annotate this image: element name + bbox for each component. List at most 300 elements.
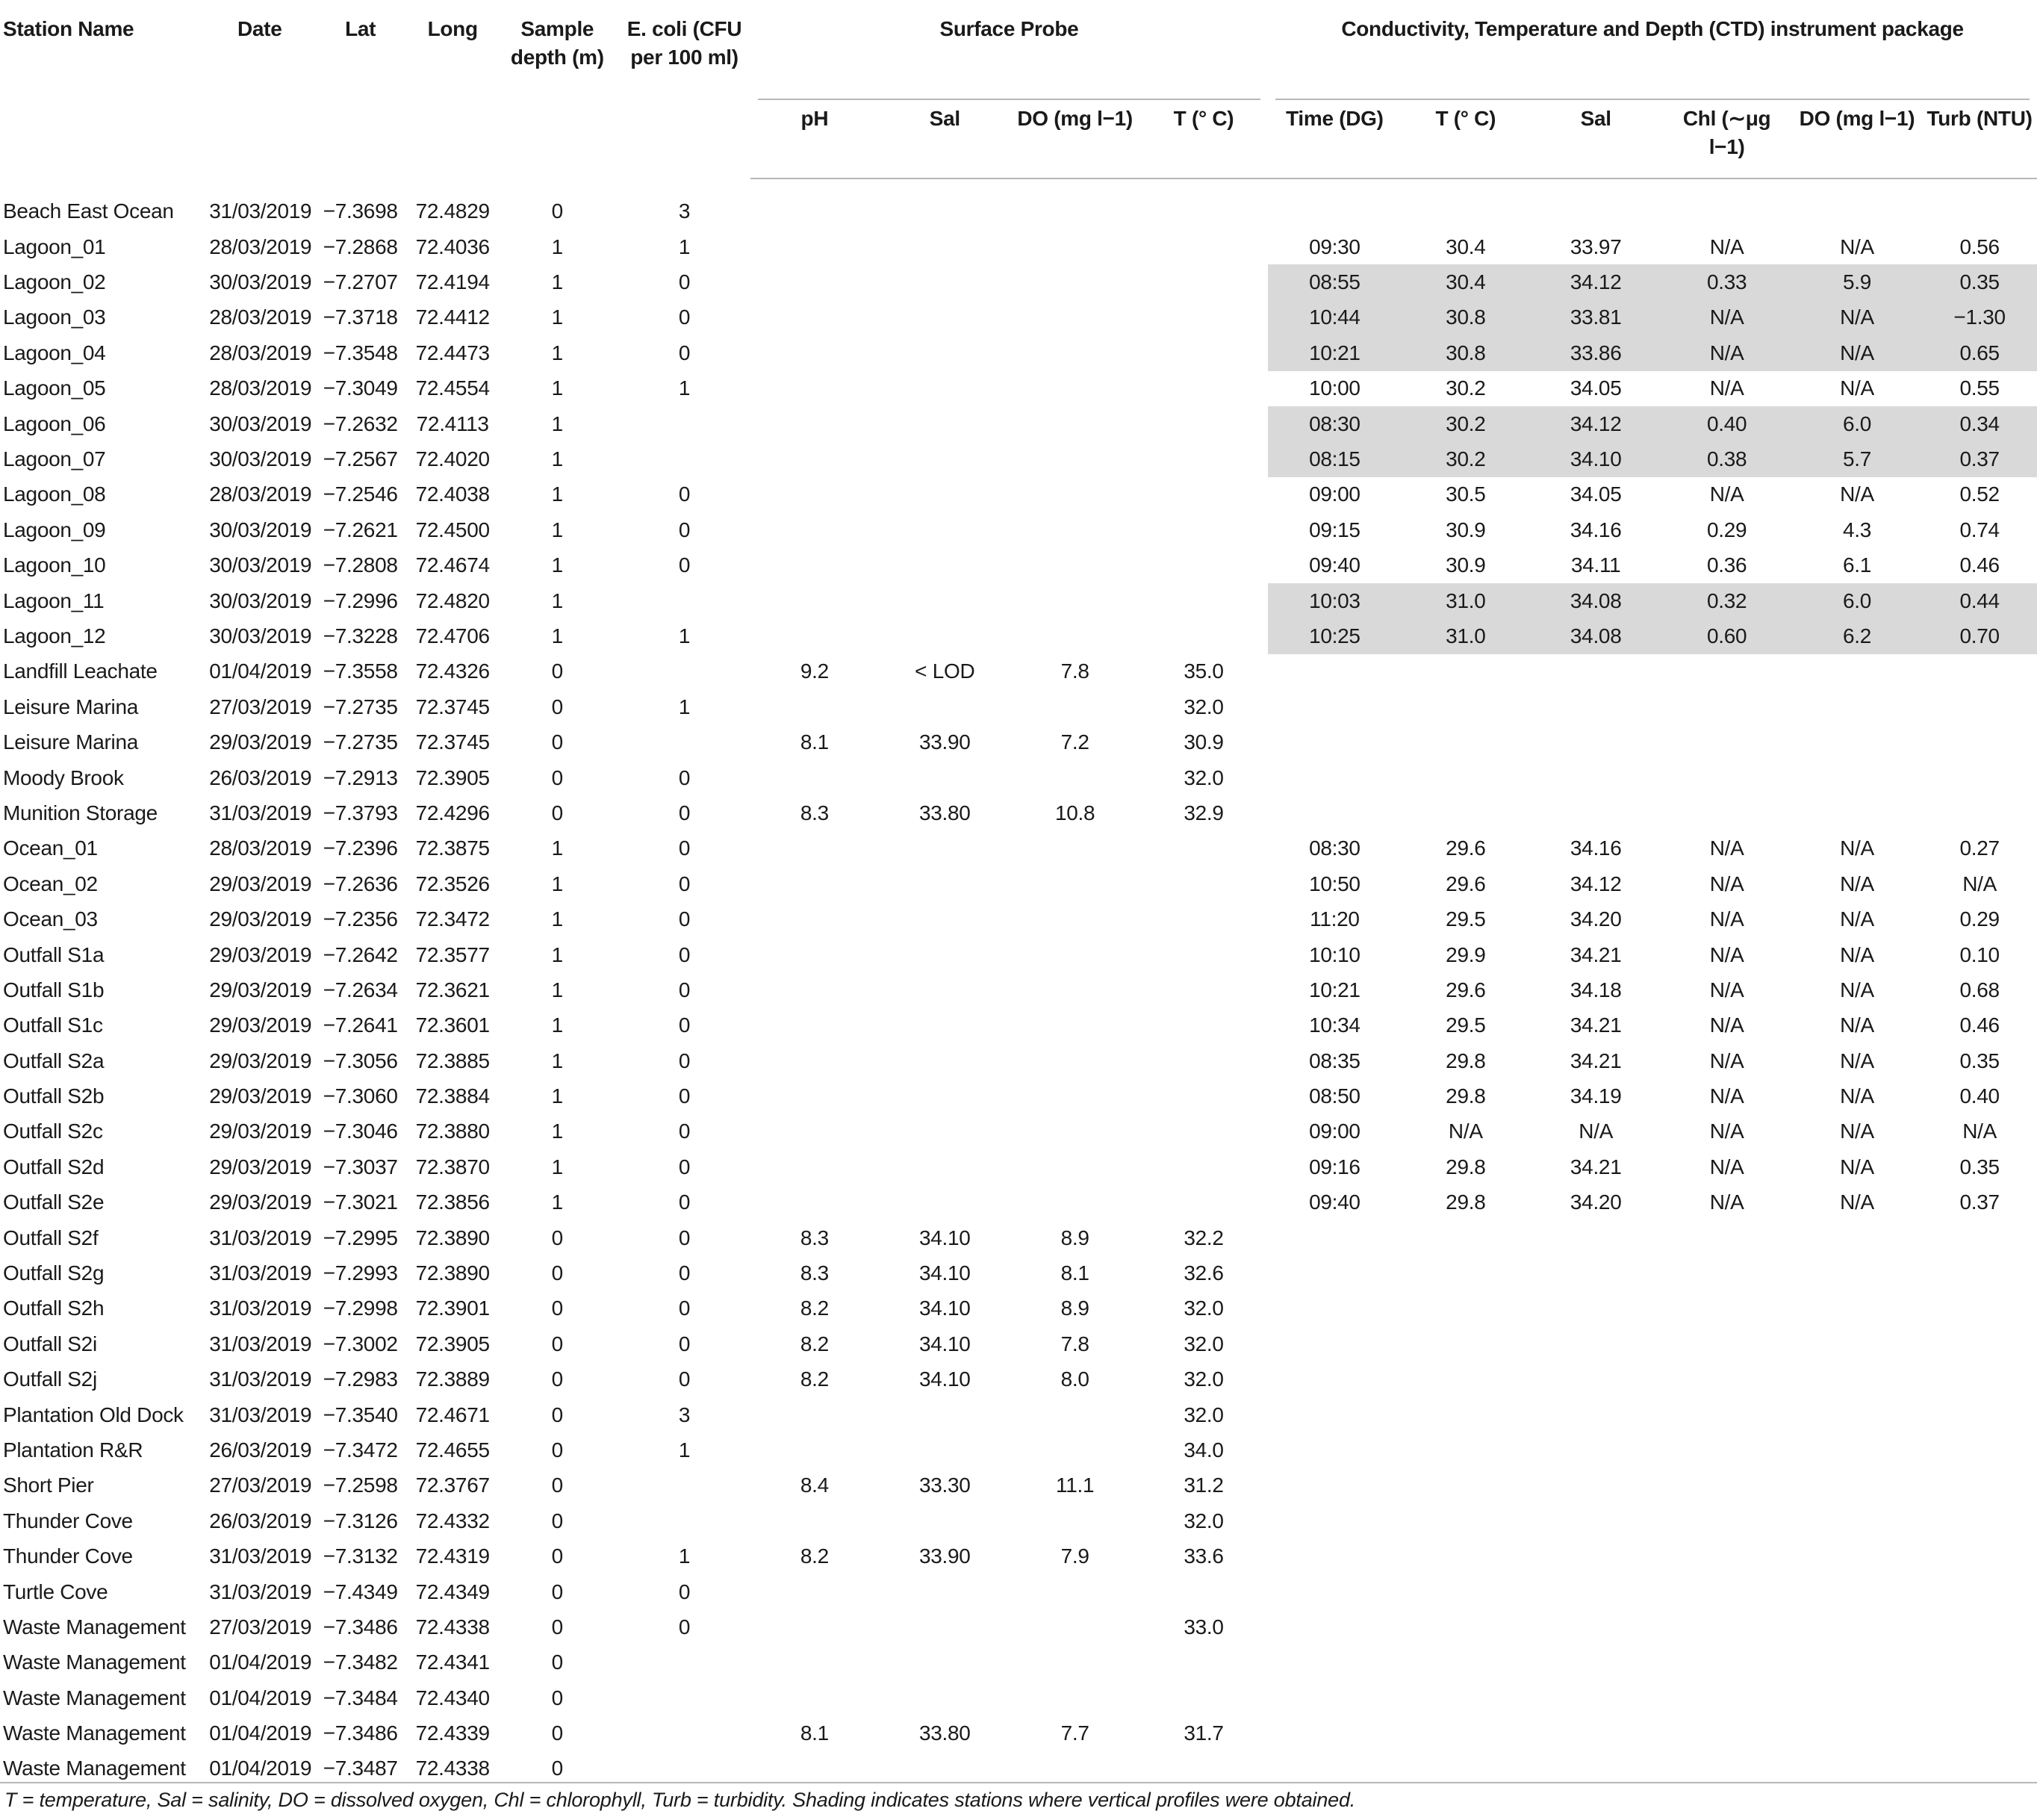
cell-ctd-time	[1268, 1432, 1402, 1468]
cell-ecoli	[618, 1468, 750, 1503]
cell-ctd-sal: 34.21	[1570, 942, 1622, 966]
cell-date: 29/03/2019	[209, 1119, 312, 1143]
header-ctd-temp: T (° C)	[1402, 100, 1530, 178]
cell-ecoli: 0	[678, 872, 691, 895]
cell-ctd-sal	[1530, 1538, 1661, 1574]
cell-ctd-time	[1268, 1538, 1402, 1574]
cell-station-name: Waste Management	[3, 1686, 186, 1709]
cell-sp-do	[1011, 689, 1139, 724]
cell-ctd-turb: 0.34	[1922, 406, 2037, 441]
cell-ctd-chl	[1661, 1645, 1791, 1680]
cell-sp-ph	[750, 1503, 879, 1538]
cell-sample-depth: 0	[551, 1438, 563, 1462]
cell-ctd-temp	[1402, 1468, 1530, 1503]
cell-ctd-sal	[1530, 1326, 1661, 1361]
cell-sp-temp	[1139, 937, 1268, 972]
cell-sp-do	[1011, 760, 1139, 795]
cell-ctd-do	[1792, 760, 1922, 795]
cell-ecoli: 0	[678, 801, 691, 824]
table-row	[0, 760, 2037, 795]
cell-sp-do	[1011, 1008, 1139, 1043]
cell-ctd-sal	[1530, 1715, 1661, 1751]
cell-ctd-chl: N/A	[1709, 1084, 1744, 1108]
table-row	[0, 1715, 2037, 1751]
cell-sp-temp	[1139, 264, 1268, 299]
cell-sp-do: 8.9	[1060, 1296, 1089, 1320]
cell-station-name: Leisure Marina	[3, 730, 138, 754]
cell-ctd-temp: 29.6	[1446, 836, 1486, 860]
cell-sp-sal	[879, 548, 1010, 583]
cell-ctd-sal	[1530, 1220, 1661, 1255]
cell-sp-ph	[750, 689, 879, 724]
cell-ctd-time: 10:00	[1309, 376, 1360, 400]
table-row	[0, 937, 2037, 972]
cell-sample-depth: 1	[551, 376, 563, 400]
cell-ctd-do: N/A	[1792, 335, 1922, 370]
cell-sp-do	[1011, 618, 1139, 653]
cell-lat: −7.2993	[323, 1261, 398, 1285]
cell-long: 72.4338	[415, 1615, 490, 1639]
cell-sp-do: 11.1	[1056, 1473, 1095, 1497]
header-date: Date	[237, 17, 282, 40]
cell-station-name: Lagoon_04	[3, 341, 106, 364]
cell-ecoli: 0	[678, 1190, 691, 1214]
cell-sp-ph: 8.2	[800, 1332, 829, 1355]
cell-ctd-turb	[1922, 1645, 2037, 1680]
cell-sp-sal: 34.10	[919, 1226, 971, 1249]
cell-ctd-do: 6.0	[1792, 406, 1922, 441]
cell-long: 72.4706	[415, 624, 490, 647]
cell-ctd-do	[1792, 178, 1922, 229]
table-row	[0, 1680, 2037, 1715]
cell-ctd-temp: 30.2	[1402, 406, 1530, 441]
cell-sample-depth: 1	[551, 553, 563, 577]
table-row	[0, 1220, 2037, 1255]
cell-sp-sal: 34.10	[919, 1261, 971, 1285]
cell-ctd-sal: 33.81	[1530, 300, 1661, 335]
cell-ctd-do: N/A	[1840, 1013, 1874, 1037]
table-row	[0, 1538, 2037, 1574]
cell-sp-ph	[750, 901, 879, 937]
cell-ecoli: 0	[678, 341, 691, 364]
cell-ctd-temp: 31.0	[1402, 618, 1530, 653]
header-sp-sal: Sal	[879, 100, 1010, 178]
cell-station-name: Waste Management	[3, 1615, 186, 1639]
cell-long: 72.4339	[415, 1721, 490, 1745]
cell-ctd-sal	[1530, 760, 1661, 795]
cell-station-name: Outfall S2j	[3, 1367, 97, 1391]
cell-ctd-sal: 34.08	[1530, 618, 1661, 653]
cell-ctd-time: 08:35	[1309, 1049, 1360, 1072]
cell-sp-ph: 8.3	[800, 1261, 829, 1285]
cell-date: 26/03/2019	[209, 765, 312, 789]
cell-sample-depth: 1	[551, 270, 563, 294]
cell-sp-ph	[750, 1609, 879, 1644]
cell-sample-depth: 0	[551, 1332, 563, 1355]
cell-sp-ph	[750, 1185, 879, 1220]
cell-ecoli: 1	[678, 1544, 691, 1568]
cell-sp-ph	[750, 618, 879, 653]
table-row	[0, 406, 2037, 441]
cell-sp-sal	[879, 760, 1010, 795]
cell-ctd-do: N/A	[1840, 235, 1874, 258]
cell-lat: −7.2995	[323, 1226, 398, 1249]
cell-sp-temp: 31.2	[1184, 1473, 1224, 1497]
cell-ctd-time: 10:21	[1309, 978, 1360, 1001]
table-row	[0, 1078, 2037, 1114]
cell-long: 72.4020	[415, 447, 490, 471]
cell-ecoli: 0	[678, 518, 691, 541]
cell-ecoli: 0	[678, 765, 691, 789]
cell-sp-ph	[750, 178, 879, 229]
cell-ctd-time	[1268, 724, 1402, 760]
cell-ctd-time: 09:00	[1309, 1119, 1360, 1143]
cell-sp-sal	[879, 1185, 1010, 1220]
cell-long: 72.3472	[415, 907, 490, 931]
cell-date: 01/04/2019	[209, 1686, 312, 1709]
cell-ctd-turb: 0.74	[1959, 518, 2000, 541]
cell-ctd-turb	[1922, 1397, 2037, 1432]
cell-ecoli: 3	[678, 199, 691, 223]
cell-station-name: Leisure Marina	[3, 695, 138, 718]
cell-ctd-sal: 34.20	[1570, 1190, 1622, 1214]
cell-ctd-temp	[1402, 1255, 1530, 1291]
cell-ctd-time	[1268, 1397, 1402, 1432]
cell-ctd-sal	[1530, 689, 1661, 724]
table-row	[0, 1008, 2037, 1043]
cell-long: 72.3875	[415, 836, 490, 860]
cell-sp-ph	[750, 583, 879, 618]
cell-ctd-chl: N/A	[1709, 907, 1744, 931]
cell-sp-ph	[750, 441, 879, 476]
cell-ctd-turb	[1922, 689, 2037, 724]
table-row	[0, 1397, 2037, 1432]
table-row	[0, 1149, 2037, 1184]
cell-ctd-temp	[1402, 1538, 1530, 1574]
cell-ecoli: 1	[678, 376, 691, 400]
cell-ctd-turb: N/A	[1962, 1119, 1997, 1143]
cell-ctd-sal: 34.21	[1570, 1155, 1622, 1178]
cell-sample-depth: 1	[551, 836, 563, 860]
cell-sp-do	[1011, 1609, 1139, 1644]
cell-sp-do	[1011, 866, 1139, 901]
cell-sp-temp: 32.0	[1184, 695, 1224, 718]
cell-sp-ph	[750, 1432, 879, 1468]
cell-ctd-chl	[1661, 1255, 1791, 1291]
cell-long: 72.4338	[415, 1757, 490, 1780]
cell-sp-do	[1011, 901, 1139, 937]
cell-lat: −7.2567	[323, 447, 398, 471]
cell-ctd-temp	[1402, 1220, 1530, 1255]
cell-date: 28/03/2019	[209, 341, 312, 364]
cell-ctd-sal	[1530, 654, 1661, 689]
cell-ctd-do: N/A	[1840, 942, 1874, 966]
table-row	[0, 583, 2037, 618]
cell-sp-sal: 33.90	[919, 730, 971, 754]
cell-sp-temp	[1139, 1680, 1268, 1715]
cell-sp-do	[1011, 178, 1139, 229]
cell-sample-depth: 0	[551, 1757, 563, 1780]
cell-sp-do	[1011, 371, 1139, 406]
cell-sp-ph	[750, 477, 879, 512]
cell-sample-depth: 0	[551, 1226, 563, 1249]
cell-sp-temp: 31.7	[1184, 1721, 1224, 1745]
cell-lat: −7.3472	[323, 1438, 398, 1462]
cell-date: 29/03/2019	[209, 1155, 312, 1178]
cell-ctd-sal: 34.18	[1570, 978, 1622, 1001]
cell-sp-do: 8.0	[1060, 1367, 1089, 1391]
cell-ctd-time: 09:40	[1309, 553, 1360, 577]
cell-ctd-turb	[1922, 1468, 2037, 1503]
cell-ctd-do: N/A	[1840, 1119, 1874, 1143]
cell-lat: −7.4349	[323, 1580, 398, 1603]
cell-sample-depth: 0	[551, 1473, 563, 1497]
cell-date: 01/04/2019	[209, 659, 312, 683]
cell-station-name: Waste Management	[3, 1757, 186, 1780]
cell-lat: −7.2621	[323, 518, 398, 541]
cell-ctd-chl: 0.33	[1661, 264, 1791, 299]
cell-long: 72.3884	[415, 1084, 490, 1108]
cell-sp-temp: 30.9	[1184, 730, 1224, 754]
table-row	[0, 300, 2037, 335]
cell-sp-do	[1011, 1149, 1139, 1184]
cell-long: 72.4036	[415, 235, 490, 258]
cell-date: 28/03/2019	[209, 482, 312, 506]
cell-ctd-temp	[1402, 178, 1530, 229]
cell-station-name: Outfall S1a	[3, 942, 105, 966]
cell-ctd-temp	[1402, 1326, 1530, 1361]
cell-ctd-temp: 30.9	[1446, 553, 1486, 577]
header-sp-temp: T (° C)	[1139, 100, 1268, 178]
cell-ecoli	[618, 1680, 750, 1715]
table-footnote: T = temperature, Sal = salinity, DO = dissolved oxygen, Chl = chlorophyll, Turb = turbidity. Shading indicates stations where vertical profiles were obtained.	[4, 1789, 1356, 1811]
cell-long: 72.3856	[415, 1190, 490, 1214]
cell-ctd-time: 08:30	[1309, 836, 1360, 860]
cell-ctd-sal	[1530, 178, 1661, 229]
cell-sample-depth: 1	[551, 411, 563, 435]
cell-sp-ph	[750, 512, 879, 547]
cell-ctd-do: N/A	[1840, 1155, 1874, 1178]
cell-sample-depth: 0	[551, 695, 563, 718]
cell-ctd-temp: 30.4	[1402, 264, 1530, 299]
cell-sp-temp	[1139, 335, 1268, 370]
header-long: Long	[427, 17, 478, 40]
cell-sp-do	[1011, 1078, 1139, 1114]
cell-ctd-do: 4.3	[1842, 518, 1871, 541]
cell-ctd-sal	[1530, 1432, 1661, 1468]
cell-sample-depth: 0	[551, 1650, 563, 1674]
cell-ecoli	[618, 724, 750, 760]
cell-ctd-chl: 0.32	[1661, 583, 1791, 618]
header-sp-do: DO (mg l−1)	[1011, 100, 1139, 178]
table-row	[0, 866, 2037, 901]
table-row	[0, 548, 2037, 583]
header-ctd-sal: Sal	[1530, 100, 1661, 178]
cell-sp-do	[1011, 548, 1139, 583]
cell-ctd-chl: N/A	[1709, 1013, 1744, 1037]
cell-sp-do	[1011, 1432, 1139, 1468]
cell-lat: −7.2636	[323, 872, 398, 895]
cell-long: 72.4829	[415, 199, 490, 223]
cell-ctd-turb	[1922, 1574, 2037, 1609]
cell-sp-do	[1011, 406, 1139, 441]
cell-ctd-sal: 34.21	[1570, 1013, 1622, 1037]
header-surface-probe: Surface Probe	[750, 0, 1268, 100]
cell-ctd-turb	[1922, 724, 2037, 760]
cell-ctd-do: 5.9	[1792, 264, 1922, 299]
cell-ecoli	[618, 1715, 750, 1751]
cell-date: 30/03/2019	[209, 624, 312, 647]
cell-ctd-sal: 34.21	[1570, 1049, 1622, 1072]
cell-sp-sal	[879, 264, 1010, 299]
table-row	[0, 1468, 2037, 1503]
cell-ctd-turb	[1922, 1715, 2037, 1751]
cell-date: 31/03/2019	[209, 1332, 312, 1355]
cell-sp-do: 7.8	[1060, 1332, 1089, 1355]
cell-long: 72.3526	[415, 872, 490, 895]
cell-sp-temp: 32.0	[1184, 1367, 1224, 1391]
cell-sp-sal	[879, 406, 1010, 441]
cell-ctd-chl	[1661, 1609, 1791, 1644]
cell-ecoli: 0	[678, 1296, 691, 1320]
cell-ctd-time	[1268, 1645, 1402, 1680]
cell-sp-temp	[1139, 972, 1268, 1007]
cell-sample-depth: 1	[551, 624, 563, 647]
table-row	[0, 1645, 2037, 1680]
cell-sp-temp	[1139, 618, 1268, 653]
cell-long: 72.3621	[415, 978, 490, 1001]
cell-ctd-turb: 0.52	[1959, 482, 2000, 506]
cell-lat: −7.2642	[323, 942, 398, 966]
cell-ctd-temp	[1402, 1397, 1530, 1432]
cell-station-name: Moody Brook	[3, 765, 124, 789]
cell-ctd-chl	[1661, 1362, 1791, 1397]
cell-lat: −7.2983	[323, 1367, 398, 1391]
cell-ecoli: 0	[678, 1367, 691, 1391]
cell-sp-ph	[750, 1114, 879, 1149]
cell-long: 72.4113	[416, 411, 489, 435]
cell-date: 30/03/2019	[209, 411, 312, 435]
cell-ctd-sal	[1530, 1645, 1661, 1680]
cell-lat: −7.3049	[323, 376, 398, 400]
cell-ctd-temp: 30.9	[1446, 518, 1486, 541]
cell-ctd-time	[1268, 1468, 1402, 1503]
cell-lat: −7.2634	[323, 978, 398, 1001]
cell-ecoli: 0	[678, 942, 691, 966]
cell-sp-temp: 32.0	[1184, 1296, 1224, 1320]
cell-lat: −7.3126	[323, 1509, 398, 1532]
cell-ctd-sal: 34.10	[1530, 441, 1661, 476]
cell-ctd-time	[1268, 1291, 1402, 1326]
cell-sp-ph: 8.1	[800, 1721, 829, 1745]
table-row	[0, 229, 2037, 264]
cell-ecoli	[618, 1645, 750, 1680]
cell-ctd-turb: 0.35	[1959, 1155, 2000, 1178]
cell-ctd-time	[1268, 689, 1402, 724]
cell-ctd-time: 11:20	[1310, 907, 1360, 931]
cell-station-name: Outfall S2a	[3, 1049, 105, 1072]
table-row	[0, 1114, 2037, 1149]
cell-sample-depth: 0	[551, 1686, 563, 1709]
cell-ecoli: 3	[678, 1403, 691, 1426]
header-ctd-turb: Turb (NTU)	[1922, 100, 2037, 178]
cell-sp-do: 7.7	[1060, 1721, 1089, 1745]
cell-sp-do: 7.2	[1060, 730, 1089, 754]
cell-ctd-time	[1268, 178, 1402, 229]
cell-sample-depth: 1	[551, 1119, 563, 1143]
cell-lat: −7.3718	[323, 305, 398, 329]
cell-station-name: Lagoon_03	[3, 305, 106, 329]
cell-station-name: Thunder Cove	[3, 1544, 133, 1568]
cell-ctd-turb	[1922, 1503, 2037, 1538]
cell-ctd-do: 5.7	[1792, 441, 1922, 476]
cell-sample-depth: 1	[551, 1155, 563, 1178]
cell-ctd-do	[1792, 1645, 1922, 1680]
cell-long: 72.4038	[415, 482, 490, 506]
cell-sp-temp	[1139, 1008, 1268, 1043]
cell-sp-sal	[879, 1397, 1010, 1432]
cell-ctd-turb	[1922, 654, 2037, 689]
cell-ecoli: 0	[678, 1155, 691, 1178]
cell-sample-depth: 0	[551, 1367, 563, 1391]
cell-ctd-time	[1268, 1715, 1402, 1751]
cell-station-name: Thunder Cove	[3, 1509, 133, 1532]
cell-ctd-chl	[1661, 1715, 1791, 1751]
cell-sp-do	[1011, 335, 1139, 370]
cell-sp-temp: 33.0	[1184, 1615, 1224, 1639]
cell-station-name: Lagoon_11	[3, 588, 105, 612]
cell-date: 31/03/2019	[209, 1403, 312, 1426]
cell-date: 31/03/2019	[209, 1226, 312, 1249]
cell-ecoli: 1	[678, 624, 691, 647]
cell-ctd-chl: N/A	[1661, 335, 1791, 370]
cell-date: 30/03/2019	[209, 518, 312, 541]
cell-ctd-chl: 0.40	[1661, 406, 1791, 441]
cell-sp-temp	[1139, 583, 1268, 618]
header-sample-depth: Sample depth (m)	[510, 17, 604, 69]
cell-ctd-sal	[1530, 1291, 1661, 1326]
cell-ctd-do: 6.0	[1792, 583, 1922, 618]
cell-long: 72.3880	[415, 1119, 490, 1143]
cell-sample-depth: 1	[551, 518, 563, 541]
table-row	[0, 512, 2037, 547]
cell-ctd-chl: 0.36	[1706, 553, 1747, 577]
cell-sp-temp	[1139, 406, 1268, 441]
cell-ctd-chl: N/A	[1709, 836, 1744, 860]
cell-ctd-turb	[1922, 760, 2037, 795]
cell-ctd-time	[1268, 1574, 1402, 1609]
cell-sp-sal	[879, 1043, 1010, 1078]
cell-lat: −7.2546	[323, 482, 398, 506]
cell-ctd-temp	[1402, 795, 1530, 830]
footer-rule	[0, 1782, 2037, 1783]
cell-station-name: Lagoon_07	[3, 447, 106, 471]
cell-ctd-sal: N/A	[1579, 1119, 1614, 1143]
cell-station-name: Outfall S2c	[3, 1119, 103, 1143]
cell-ctd-turb: 0.37	[1959, 1190, 2000, 1214]
cell-ctd-chl	[1661, 724, 1791, 760]
cell-ctd-time	[1268, 654, 1402, 689]
cell-sp-ph	[750, 1680, 879, 1715]
cell-long: 72.3601	[415, 1013, 490, 1037]
cell-ctd-temp: 30.5	[1446, 482, 1486, 506]
cell-ctd-time: 10:21	[1268, 335, 1402, 370]
cell-ecoli: 0	[678, 305, 691, 329]
cell-date: 30/03/2019	[209, 270, 312, 294]
cell-station-name: Lagoon_12	[3, 624, 106, 647]
cell-ctd-sal: 34.12	[1530, 406, 1661, 441]
cell-date: 29/03/2019	[209, 1084, 312, 1108]
